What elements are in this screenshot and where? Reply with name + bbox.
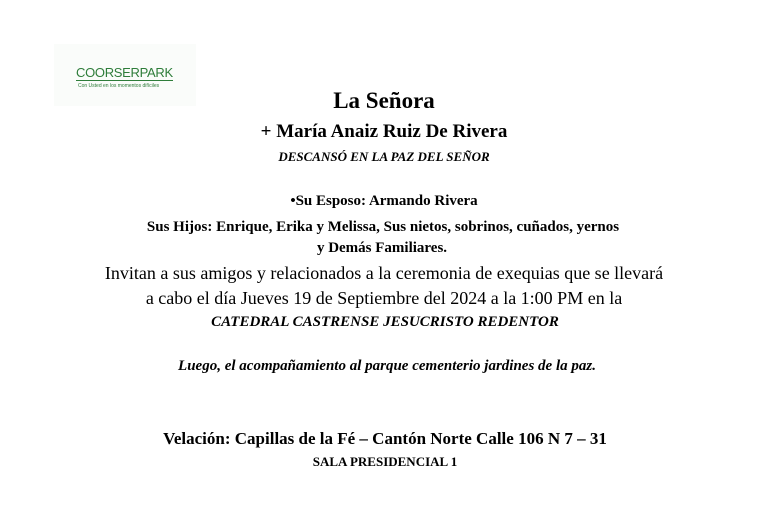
children-line-2: y Demás Familiares. [316,240,448,256]
logo-tagline: Con Usted en los momentos difíciles [78,83,160,89]
logo-name: COORSERPARK [76,65,173,80]
invitation-line-2: a cabo el día Jueves 19 de Septiembre del 2024 a la 1:00 PM en la [145,288,623,308]
children-line-1: Sus Hijos: Enrique, Erika y Melissa, Sus nietos, sobrinos, cuñados, yernos [146,219,620,235]
invitation-line-1: Invitan a sus amigos y relacionados a la ceremonia de exequias que se llevará [104,263,664,283]
wake-room: SALA PRESIDENCIAL 1 [312,454,458,469]
burial-line: Luego, el acompañamiento al parque cementerio jardines de la paz. [178,358,596,374]
spouse-line: •Su Esposo: Armando Rivera [290,193,478,209]
rest-in-peace: DESCANSÓ EN LA PAZ DEL SEÑOR [278,149,490,164]
church-name: CATEDRAL CASTRENSE JESUCRISTO REDENTOR [211,314,559,330]
deceased-name: + María Anaiz Ruiz De Rivera [260,121,508,142]
wake-location: Velación: Capillas de la Fé – Cantón Norte Calle 106 N 7 – 31 [163,429,607,448]
notice-title: La Señora [333,88,435,113]
